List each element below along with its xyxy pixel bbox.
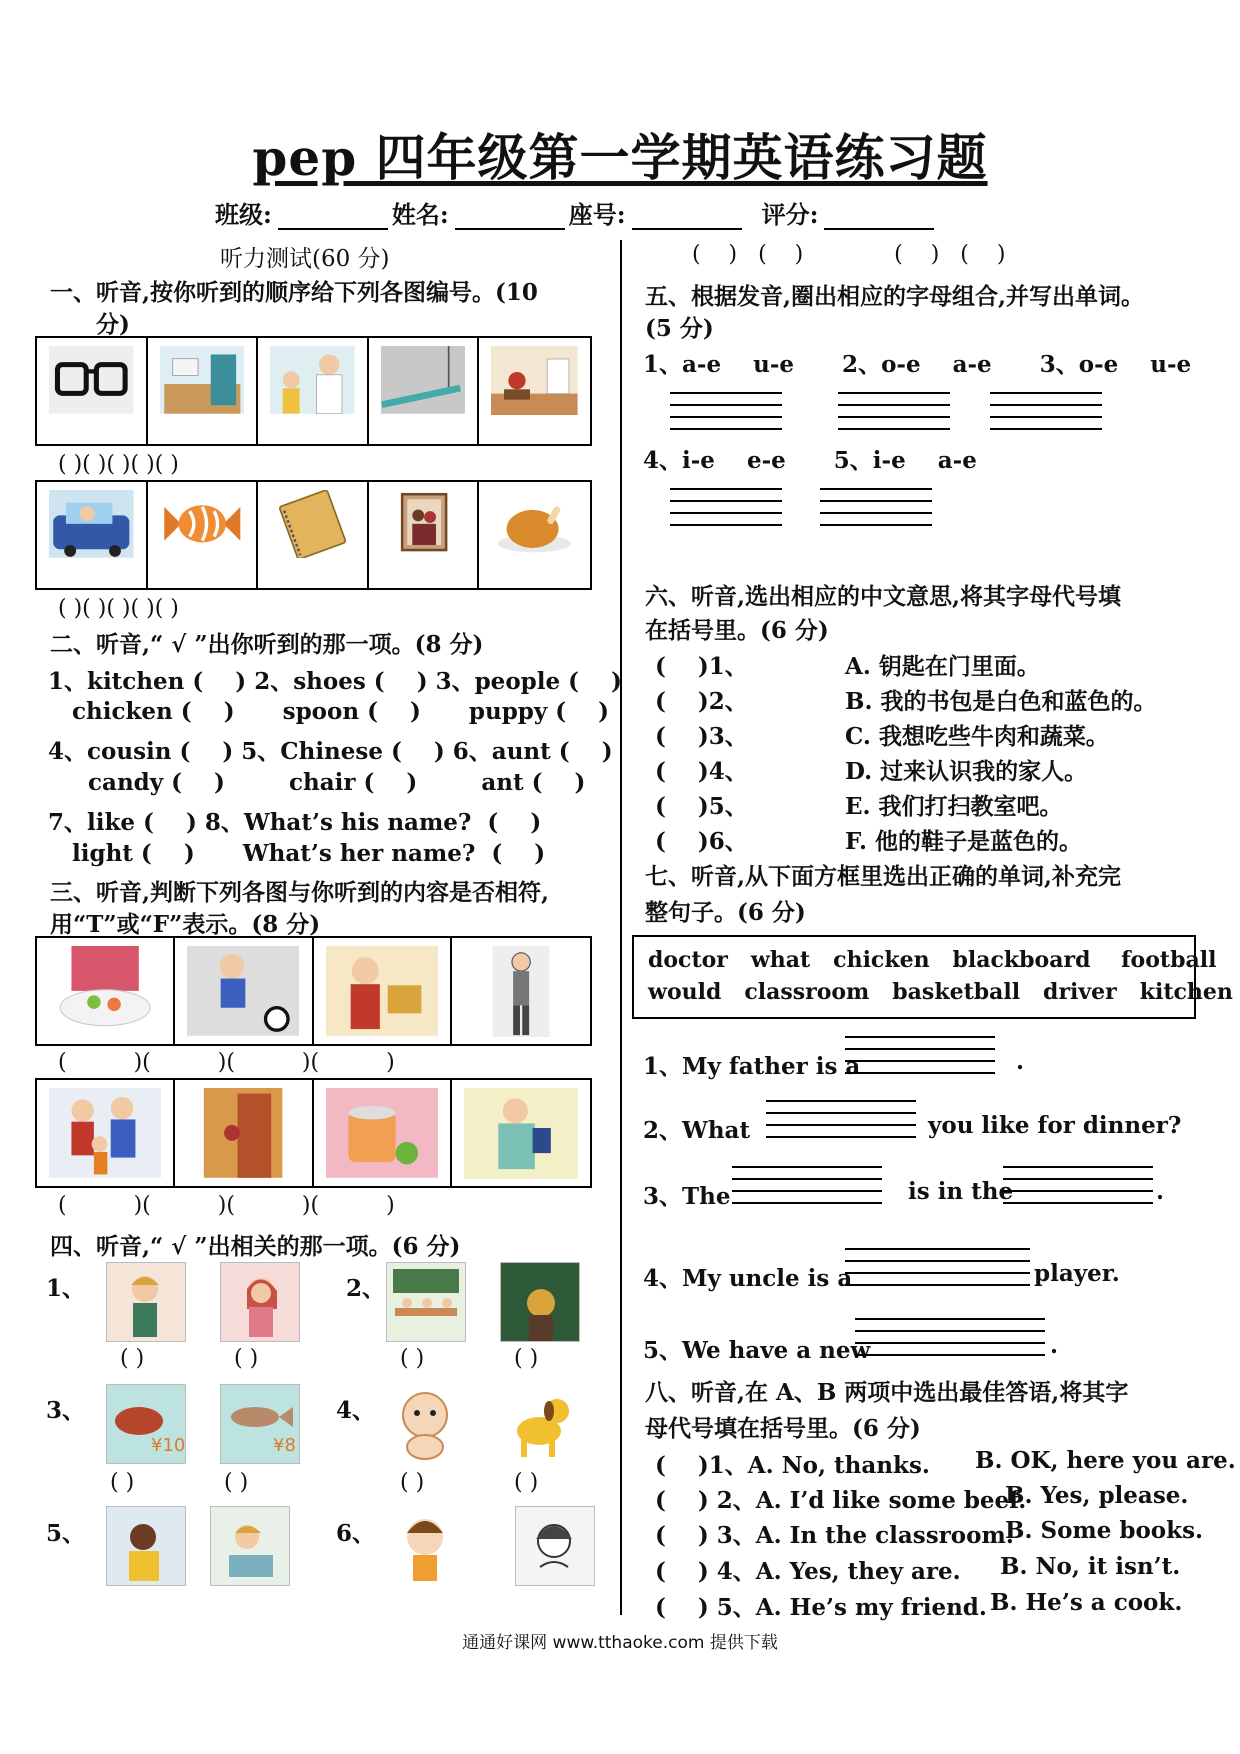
s7-q1-blank[interactable]: [845, 1036, 995, 1084]
fish-icon: [220, 1384, 300, 1464]
football-player-icon: [187, 946, 299, 1036]
s7-q4-text: 4、My uncle is a: [643, 1265, 853, 1292]
section-5-title: 五、根据发音,圈出相应的字母组合,并写出单词。: [645, 283, 1145, 310]
section-1-pictures-row-2: [35, 480, 592, 590]
steak-icon: [106, 1384, 186, 1464]
section-5-title-cont: (5 分): [645, 315, 714, 342]
s8-item-1-b: B. OK, here you are.: [975, 1447, 1236, 1474]
picture-football-boy: [175, 938, 313, 1044]
class-blank[interactable]: [278, 206, 388, 230]
s6-item-4-option: D. 过来认识我的家人。: [845, 758, 1088, 785]
section-4-title: 四、听音,“ √ ”出相关的那一项。(6 分): [50, 1233, 461, 1260]
picture-candy: [148, 482, 259, 588]
section-3-title: 三、听音,判断下列各图与你听到的内容是否相符,: [50, 879, 550, 906]
s7-q2-end: you like for dinner?: [928, 1112, 1182, 1139]
s4-paren-2[interactable]: ( ): [234, 1346, 259, 1371]
picture-eating: [37, 938, 175, 1044]
section-1-parens-row-2[interactable]: ( )( )( )( )( ): [58, 596, 179, 621]
footer-credit: 通通好课网 www.tthaoke.com 提供下载: [462, 1633, 778, 1653]
section-2-row-4[interactable]: candy ( ) chair ( ) ant ( ): [48, 769, 586, 796]
section-6-title-cont: 在括号里。(6 分): [645, 617, 829, 644]
s4-paren-5[interactable]: ( ): [110, 1470, 135, 1495]
section-1-pictures-row-1: [35, 336, 592, 446]
seat-label: 座号:: [568, 200, 626, 229]
picture-family: [37, 1080, 175, 1186]
s4-num-5: 5、: [46, 1520, 86, 1547]
section-3-title-cont: 用“T”或“F”表示。(8 分): [50, 911, 321, 938]
girl-pointing-icon: [106, 1262, 186, 1342]
student-info-row: [215, 195, 938, 230]
s4-paren-3[interactable]: ( ): [400, 1346, 425, 1371]
section-7-title-cont: 整句子。(6 分): [645, 899, 806, 926]
s6-item-2-paren[interactable]: ( )2、: [655, 688, 748, 715]
picture-family-photo: [369, 482, 480, 588]
roast-chicken-icon: [491, 490, 578, 559]
room-icon: [491, 346, 578, 415]
score-blank[interactable]: [824, 206, 934, 230]
s7-q2-text: 2、What: [643, 1117, 751, 1144]
girl-face-icon: [386, 1506, 466, 1586]
class-label: 班级:: [215, 200, 272, 229]
s4-paren-7[interactable]: ( ): [400, 1470, 425, 1495]
s4-num-2: 2、: [346, 1275, 386, 1302]
page-title: pep 四年级第一学期英语练习题: [252, 128, 988, 187]
score-label: 评分:: [761, 200, 819, 229]
listening-title: 听力测试(60 分): [220, 246, 390, 272]
s7-q1-end: .: [1016, 1048, 1025, 1075]
section-2-row-1[interactable]: 1、kitchen ( ) 2、shoes ( ) 3、people ( ): [48, 668, 622, 695]
girl-gift-icon: [326, 946, 438, 1036]
s8-item-1-a[interactable]: ( )1、A. No, thanks.: [655, 1452, 930, 1479]
top-right-parens[interactable]: ( ) ( ) ( ) ( ): [692, 242, 1006, 267]
s7-q5-blank[interactable]: [855, 1318, 1045, 1366]
picture-doctor: [258, 338, 369, 444]
s7-q3-mid: is in the: [908, 1178, 1014, 1205]
word-bank-row-2: would classroom basketball driver kitchen: [648, 979, 1233, 1005]
s4-paren-8[interactable]: ( ): [514, 1470, 539, 1495]
section-1-title: 一、听音,按你听到的顺序给下列各图编号。(10: [50, 279, 538, 306]
photo-frame-icon: [381, 490, 466, 558]
section-2-row-6[interactable]: light ( ) What’s her name? ( ): [48, 840, 546, 867]
picture-driver: [37, 482, 148, 588]
s6-item-5-option: E. 我们打扫教室吧。: [845, 793, 1063, 820]
s5-answer-5[interactable]: [820, 488, 932, 536]
s7-q1-text: 1、My father is a: [643, 1053, 861, 1080]
section-6-title: 六、听音,选出相应的中文意思,将其字母代号填: [645, 583, 1122, 610]
s6-item-6-paren[interactable]: ( )6、: [655, 828, 748, 855]
s7-q3-blank-2[interactable]: [1003, 1166, 1153, 1214]
picture-kitchen: [148, 338, 259, 444]
s6-item-3-option: C. 我想吃些牛肉和蔬菜。: [845, 723, 1109, 750]
s7-q4-end: player.: [1034, 1260, 1120, 1287]
picture-light: [369, 338, 480, 444]
section-7-title: 七、听音,从下面方框里选出正确的单词,补充完: [645, 863, 1122, 890]
s5-answer-1[interactable]: [670, 392, 782, 440]
section-2-row-3[interactable]: 4、cousin ( ) 5、Chinese ( ) 6、aunt ( ): [48, 738, 613, 765]
section-1-parens-row-1[interactable]: ( )( )( )( )( ): [58, 452, 179, 477]
section-3-pictures-row-1: [35, 936, 592, 1046]
name-blank[interactable]: [455, 206, 565, 230]
tall-girl-icon: [464, 946, 578, 1037]
s5-answer-2[interactable]: [838, 392, 950, 440]
woman-sketch-icon: [515, 1506, 595, 1586]
s4-num-3: 3、: [46, 1397, 86, 1424]
s7-q3-end: .: [1156, 1178, 1165, 1205]
s7-q5-end: .: [1050, 1332, 1059, 1359]
baby-icon: [386, 1384, 466, 1464]
girl-red-hair-icon: [220, 1262, 300, 1342]
s6-item-4-paren[interactable]: ( )4、: [655, 758, 748, 785]
section-3-parens-row-1[interactable]: ( )( )( )( ): [58, 1050, 395, 1075]
s6-item-3-paren[interactable]: ( )3、: [655, 723, 748, 750]
picture-pot-vegetables: [314, 1080, 452, 1186]
s6-item-1-paren[interactable]: ( )1、: [655, 653, 748, 680]
s6-item-1-option: A. 钥匙在门里面。: [845, 653, 1040, 680]
section-1-title-cont: 分): [96, 311, 130, 338]
s5-answer-4[interactable]: [670, 488, 782, 536]
column-divider: [620, 240, 622, 1615]
pot-icon: [326, 1088, 438, 1178]
car-driver-icon: [49, 490, 134, 558]
section-2-title: 二、听音,“ √ ”出你听到的那一项。(8 分): [50, 631, 484, 658]
section-8-title: 八、听音,在 A、B 两项中选出最佳答语,将其字: [645, 1379, 1129, 1406]
word-bank-row-1: doctor what chicken blackboard football: [648, 947, 1217, 973]
door-icon: [187, 1088, 299, 1178]
s8-item-2-b: B. Yes, please.: [1005, 1482, 1189, 1509]
s4-num-4: 4、: [336, 1397, 376, 1424]
picture-tall-girl: [452, 938, 590, 1044]
s7-q5-text: 5、We have a new: [643, 1337, 871, 1364]
section-8-title-cont: 母代号填在括号里。(6 分): [645, 1415, 921, 1442]
s8-item-5-b: B. He’s a cook.: [990, 1589, 1183, 1616]
s7-q2-blank[interactable]: [766, 1100, 916, 1148]
puppy-icon: [500, 1384, 580, 1464]
s8-item-2-a[interactable]: ( ) 2、A. I’d like some beef.: [655, 1487, 1027, 1514]
s8-item-4-a[interactable]: ( ) 4、A. Yes, they are.: [655, 1558, 961, 1585]
s5-answer-3[interactable]: [990, 392, 1102, 440]
picture-room: [479, 338, 590, 444]
s8-item-4-b: B. No, it isn’t.: [1000, 1553, 1181, 1580]
classroom-icon: [386, 1262, 466, 1342]
picture-girl-gift: [314, 938, 452, 1044]
s7-q3-blank-1[interactable]: [732, 1166, 882, 1214]
sleeping-girl-icon: [210, 1506, 290, 1586]
picture-cook: [452, 1080, 590, 1186]
section-2-row-5[interactable]: 7、like ( ) 8、What’s his name? ( ): [48, 809, 542, 836]
family-icon: [49, 1088, 161, 1178]
word-bank-box: [632, 935, 1233, 1019]
man-icon: [464, 1088, 578, 1179]
s4-paren-1[interactable]: ( ): [120, 1346, 145, 1371]
kitchen-icon: [160, 346, 245, 414]
s4-num-6: 6、: [336, 1520, 376, 1547]
s8-item-3-a[interactable]: ( ) 3、A. In the classroom.: [655, 1522, 1014, 1549]
s8-item-3-b: B. Some books.: [1005, 1517, 1204, 1544]
s7-q4-blank[interactable]: [845, 1248, 1030, 1296]
sleeping-boy-icon: [106, 1506, 186, 1586]
picture-notebook: [258, 482, 369, 588]
price-10: ¥10: [151, 1435, 186, 1456]
section-2-row-2[interactable]: chicken ( ) spoon ( ) puppy ( ): [48, 698, 610, 725]
doctor-icon: [270, 346, 355, 414]
price-8: ¥8: [273, 1435, 296, 1456]
glasses-icon: [49, 346, 134, 414]
s4-num-1: 1、: [46, 1275, 86, 1302]
light-icon: [381, 346, 466, 414]
picture-chicken: [479, 482, 590, 588]
girl-blackboard-icon: [500, 1262, 580, 1342]
s6-item-5-paren[interactable]: ( )5、: [655, 793, 748, 820]
picture-door: [175, 1080, 313, 1186]
candy-icon: [160, 490, 245, 558]
notebook-icon: [270, 490, 355, 558]
s6-item-6-option: F. 他的鞋子是蓝色的。: [845, 828, 1083, 855]
picture-glasses: [37, 338, 148, 444]
s8-item-5-a[interactable]: ( ) 5、A. He’s my friend.: [655, 1594, 987, 1621]
salad-bowl-icon: [49, 946, 161, 1036]
s7-q3-text: 3、The: [643, 1183, 731, 1210]
s6-item-2-option: B. 我的书包是白色和蓝色的。: [845, 688, 1157, 715]
name-label: 姓名:: [391, 200, 449, 229]
s4-paren-4[interactable]: ( ): [514, 1346, 539, 1371]
section-5-row-1: 1、a-e u-e 2、o-e a-e 3、o-e u-e: [643, 351, 1192, 378]
seat-blank[interactable]: [632, 206, 742, 230]
section-5-row-2: 4、i-e e-e 5、i-e a-e: [643, 447, 977, 474]
s4-paren-6[interactable]: ( ): [224, 1470, 249, 1495]
section-3-parens-row-2[interactable]: ( )( )( )( ): [58, 1193, 395, 1218]
section-3-pictures-row-2: [35, 1078, 592, 1188]
